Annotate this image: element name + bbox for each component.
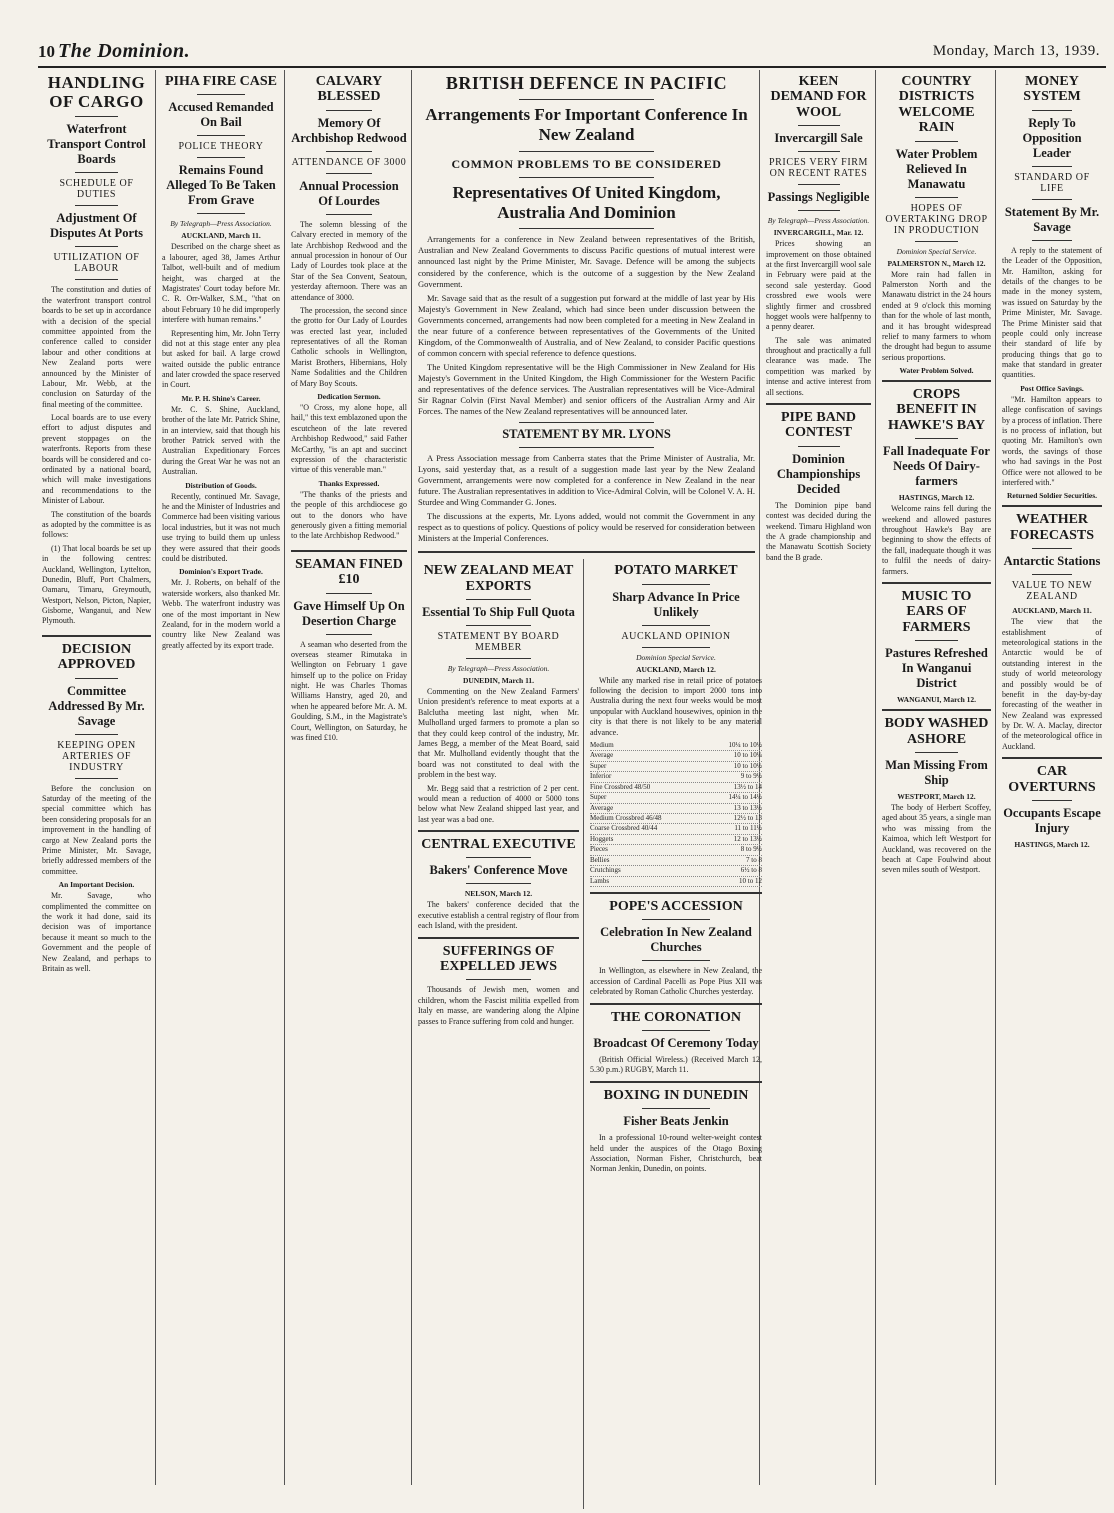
deck: Annual Procession Of Lourdes — [299, 178, 399, 208]
dateline: INVERCARGILL, Mar. 12. — [773, 228, 864, 238]
headline: KEEN DEMAND FOR WOOL — [770, 74, 867, 120]
column-4 — [762, 70, 876, 1485]
article-seaman-fined — [291, 557, 407, 744]
row-value: 7 to 8 — [746, 855, 762, 864]
article-text: A reply to the statement of the Leader of the Opposition, Mr. Hamilton, asking for details of the changes to be made in the money system, was issued on Saturday by the Prime Minister, Mr. Savage. The Prime Minister said that people could only increase their standard of life by producing things that go to make that standard in greater quantities. — [1002, 245, 1102, 380]
headline: POTATO MARKET — [614, 563, 738, 579]
column-1 — [38, 70, 156, 1485]
dateline: PALMERSTON N., March 12. — [887, 258, 986, 268]
article-decision-approved — [42, 642, 151, 974]
article-piha-fire-case — [162, 74, 280, 651]
deck: Occupants Escape Injury — [1003, 806, 1101, 836]
article-text: The constitution of the boards as adopted by the committee is as follows: — [42, 509, 151, 540]
deck: Man Missing From Ship — [885, 757, 988, 787]
headline: CALVARY BLESSED — [315, 74, 383, 105]
article-text: Described on the charge sheet as a labourer, aged 38, James Arthur Talbot, well-built and of medium height, was charged at the Magistrates' Court today before Mr. C. R. Orr-Walker, S.M., "that on about February 10 he did improperly interfere with human remains." — [162, 242, 280, 325]
deck: Bakers' Conference Move — [429, 863, 568, 878]
deck: Committee Addressed By Mr. Savage — [48, 683, 145, 728]
headline: PIHA FIRE CASE — [164, 74, 278, 89]
table-row — [590, 741, 762, 751]
headline: PIPE BAND CONTEST — [780, 410, 857, 441]
article-calvary-blessed — [291, 74, 407, 542]
column-3 — [287, 70, 412, 1485]
deck: Adjustment Of Disputes At Ports — [49, 211, 144, 241]
article-text: The sale was animated throughout and practically a full clearance was made. The competition was marked by intense and active interest from all sections. — [766, 335, 871, 397]
headline: MUSIC TO EARS OF FARMERS — [901, 588, 972, 635]
article-text: In a professional 10-round welter-weight contest held under the auspices of the Otago Boxing Association, Norman Fisher, Christchurch, beat Norman Jenkin, Dunedin, on points. — [590, 1133, 762, 1174]
article-text: Recently, continued Mr. Savage, he and the Minister of Industries and Commerce had been visiting various local industries, but it was not much use trying to build them up unless they were assured that their goods could be distributed. — [162, 491, 280, 563]
headline: SUFFERINGS OF EXPELLED JEWS — [439, 943, 558, 975]
article-text: Mr. J. Roberts, on behalf of the waterside workers, also thanked Mr. Webb. The waterfront industry was one of the most important in New Zealand, for in the modern world a country like New Zealand was greatly affected by its export trade. — [162, 578, 280, 650]
deck: Fisher Beats Jenkin — [623, 1114, 729, 1129]
subhead: PRICES VERY FIRM ON RECENT RATES — [768, 157, 869, 180]
deck: Invercargill Sale — [774, 131, 863, 146]
article-text: The constitution and duties of the waterfront transport control boards to be set up in accordance with a decision of the special committee appointed from the conference called to consider labour and other conditions at New Zealand ports were announced by the Minister of Labour, Mr. Webb, at the conclusion on Saturday of the final meeting of the committee. — [42, 285, 151, 409]
row-label: Super — [590, 793, 607, 802]
subhead: SCHEDULE OF DUTIES — [59, 178, 134, 201]
headline: CENTRAL EXECUTIVE — [421, 837, 576, 853]
deck: Essential To Ship Full Quota — [422, 605, 575, 620]
headline: BODY WASHED ASHORE — [884, 716, 989, 747]
article-text: A Press Association message from Canberra states that the Prime Minister of Australia, Mr. Lyons, said yesterday that, as a result of a suggestion made last year by the New Zealand Government, arrangements were now completed for a conference in New Zealand in the near future. The Australian representatives in addition to Vice-Admiral Colvin, will be Colonel V. A. H. Sturdee and Wing Commander G. Jones. — [418, 452, 755, 508]
headline: MONEY SYSTEM — [1023, 74, 1081, 105]
headline: BRITISH DEFENCE IN PACIFIC — [445, 73, 728, 93]
subhead: POLICE THEORY — [178, 141, 264, 153]
article-text: "O Cross, my alone hope, all hail," this text emblazoned upon the escutcheon of the late revered Archbishop Redwood," said Father McCarthy, "is an apt and succinct expression of the characteristic virtue of this venerable man." — [291, 403, 407, 475]
row-value: 8 to 9½ — [740, 845, 762, 854]
article-text: (1) That local boards be set up in the following centres: Auckland, Wellington, Lyttelton, Dunedin, Bluff, Port Chalmers, Oamaru, Timaru, Greymouth, Westport, Nelson, Picton, Napier, Gisborne, Wanganui, and New Plymouth. — [42, 543, 151, 626]
deck: Reply To Opposition Leader — [1022, 115, 1082, 160]
article-text: Before the conclusion on Saturday of the meeting of the special committee which has been considering proposals for an improvement in the handling of cargo at New Zealand ports the Prime Minister, Mr. Savage, briefly addressed members of the committee. — [42, 783, 151, 876]
table-row — [590, 856, 762, 866]
row-label: Hoggets — [590, 834, 614, 843]
row-value: 11 to 11½ — [734, 824, 762, 833]
deck: Statement By Mr. Savage — [1004, 204, 1100, 234]
deck: Arrangements For Important Conference In New Zealand — [425, 104, 748, 145]
headline: STATEMENT BY MR. LYONS — [502, 427, 671, 442]
row-label: Lambs — [590, 876, 610, 885]
deck: Sharp Advance In Price Unlikely — [612, 589, 740, 619]
row-value: 13½ to 14 — [733, 782, 762, 791]
table-row — [590, 772, 762, 782]
table-row — [590, 866, 762, 876]
article-text: The Dominion pipe band contest was decided during the weekend. Timaru Highland won the A grade championship and the Manawatu Scottish Society band the B grade. — [766, 500, 871, 562]
article-text: Arrangements for a conference in New Zealand between representatives of the British, Australian and New Zealand Governments to discuss Pacific questions of mutual interest were announced last night by the Prime Minister, Mr. Savage. Defence will be among the subjects considered by the conference, which is the outcome of a suggestion by the New Zealand Government. — [418, 234, 755, 289]
deck: Waterfront Transport Control Boards — [47, 122, 146, 167]
masthead — [38, 40, 1106, 68]
deck: Antarctic Stations — [1003, 554, 1101, 569]
crosshead: Water Problem Solved. — [899, 366, 974, 376]
article-british-defence — [418, 74, 755, 553]
article-text: In Wellington, as elsewhere in New Zealand, the accession of Cardinal Pacelli as Pope Pius XII was celebrated by Roman Catholic Churches yesterday. — [590, 966, 762, 997]
center-subcolumns — [418, 553, 762, 1513]
article-text: The discussions at the experts, Mr. Lyons added, would not commit the Government in any respect as to questions of policy. Questions of policy would be reserved for consideration between Ministers at the Imperial Conferences. — [418, 511, 755, 544]
row-label: Medium Crossbred 46/48 — [590, 814, 662, 823]
crosshead: Distribution of Goods. — [185, 480, 257, 490]
subhead: AUCKLAND OPINION — [621, 630, 731, 642]
subhead: ATTENDANCE OF 3000 — [291, 156, 407, 168]
dateline: HASTINGS, March 12. — [1014, 840, 1090, 850]
row-label: Average — [590, 751, 614, 760]
article-text: "The thanks of the priests and the people of this archdiocese go out to the donors who have generously given a fitting memorial to the late Archbishop Redwood." — [291, 489, 407, 541]
deck: Remains Found Alleged To Be Taken From Grave — [166, 163, 276, 208]
deck: Fall Inadequate For Needs Of Dairy-farmers — [883, 444, 990, 489]
row-label: Inferior — [590, 772, 612, 781]
crosshead: Dominion's Export Trade. — [179, 567, 263, 577]
row-value: 12 to 13½ — [733, 834, 762, 843]
row-label: Bellies — [590, 855, 610, 864]
column-5 — [878, 70, 996, 1485]
headline: CROPS BENEFIT IN HAWKE'S BAY — [887, 387, 986, 433]
issue-date: Monday, March 13, 1939. — [932, 43, 1100, 59]
deck: Accused Remanded On Bail — [168, 100, 274, 130]
dateline: WANGANUI, March 12. — [896, 695, 977, 705]
article-handling-of-cargo — [42, 74, 151, 627]
article-text: More rain had fallen in Palmerston North and the Manawatu district in the 24 hours ended at 9 o'clock this morning than for the whole of last month, and it has brought widespread relief to many farmers to whom the drought had begun to assume serious proportions. — [882, 269, 991, 362]
article-text: Representing him, Mr. John Terry did not at this stage enter any plea but asked for bail. A large crowd waited outside the public entrance and later crowded the space reserved in Court. — [162, 328, 280, 390]
deck: Dominion Championships Decided — [776, 451, 861, 496]
dateline: AUCKLAND, March 11. — [181, 231, 261, 241]
crosshead: Post Office Savings. — [1020, 383, 1084, 393]
table-row — [590, 835, 762, 845]
crosshead: Returned Soldier Securities. — [1006, 491, 1098, 501]
byline: Dominion Special Service. — [636, 652, 716, 662]
dateline: HASTINGS, March 12. — [898, 493, 975, 503]
headline: NEW ZEALAND MEAT EXPORTS — [423, 563, 574, 594]
byline: By Telegraph—Press Association. — [170, 219, 272, 229]
paper-title: The Dominion. — [58, 40, 191, 62]
row-value: 10 to 10½ — [733, 761, 762, 770]
dateline: WESTPORT, March 12. — [897, 791, 976, 801]
article-text: Thousands of Jewish men, women and children, whom the Fascist militia expelled from Italy en masse, are wandering along the Alpine passes to France suffering from cold and hunger. — [418, 985, 579, 1026]
article-text: Commenting on the New Zealand Farmers' Union president's reference to meat exports at a Balclutha meeting last night, when Mr. Mulholland urged farmers to promote a plan so that they could keep control of the industry, Mr. James Begg, a member of the Meat Board, said that Mr. Mulholland evidently thought that the board was not constituted to deal with the problem in the best way. — [418, 687, 579, 780]
subhead: STATEMENT BY BOARD MEMBER — [437, 631, 560, 654]
article-text: A seaman who deserted from the overseas steamer Rimutaka in Wellington on February 1 gave himself up to the police on Friday night. He was Charles Thomas Williams Hanstry, aged 20, and when he appeared before Mr. A. M. Goulding, S.M., in the Magistrate's Court, Wellington, on Saturday, he was fined £10. — [291, 639, 407, 743]
column-2 — [158, 70, 285, 1485]
row-value: 14¼ to 14½ — [728, 793, 762, 802]
dateline: AUCKLAND, March 11. — [1012, 606, 1092, 616]
dateline: NELSON, March 12. — [464, 889, 533, 899]
table-row — [590, 783, 762, 793]
headline: THE CORONATION — [610, 1009, 742, 1025]
byline: By Telegraph—Press Association. — [447, 664, 550, 674]
deck: Celebration In New Zealand Churches — [600, 925, 752, 955]
dateline: AUCKLAND, March 12. — [636, 664, 716, 674]
row-label: Pieces — [590, 845, 608, 854]
crosshead: Mr. P. H. Shine's Career. — [181, 393, 261, 403]
center-block — [414, 70, 760, 1485]
article-text: Prices showing an improvement on those obtained at the first Invercargill wool sale in February were paid at the second sale yesterday. Good crossbred ewe wools were slightly firmer and crossbred hogget wools were halfpenny to a penny dearer. — [766, 239, 871, 332]
article-text: Mr. C. S. Shine, Auckland, brother of the late Mr. Patrick Shine, in an interview, said that though his brother Patrick served with the Australian Expeditionary Forces during the Great War he was not an Australian. — [162, 404, 280, 477]
article-text: The procession, the second since the grotto for Our Lady of Lourdes was erected last year, included representatives of all the Roman Catholic schools in Wellington, Marist Brothers, Hibernians, Holy Name Sodalities and the Children of Mary Boy Scouts. — [291, 305, 407, 388]
subhead: HOPES OF OVERTAKING DROP IN PRODUCTION — [885, 202, 988, 236]
row-label: Coarse Crossbred 40/44 — [590, 824, 658, 833]
article-text: The bakers' conference decided that the executive establish a central registry of flour from each Island, with the president. — [418, 900, 579, 931]
deck: Gave Himself Up On Desertion Charge — [293, 598, 405, 628]
deck: Memory Of Archbishop Redwood — [291, 115, 407, 145]
article-text: The solemn blessing of the Calvary erected in memory of the late Archbishop Redwood and the annual procession in honour of Our Lady of Lourdes took place at the Star of the Sea Convent, Seatoun, yesterday afternoon. There was an attendance of 3000. — [291, 219, 407, 302]
headline: SEAMAN FINED £10 — [295, 556, 403, 588]
subcolumn-meat-exports — [418, 559, 584, 1509]
article-text: Mr. Savage, who complimented the committee on the work it had done, said its decision was of importance because it meant so much to the Government and the people of New Zealand, and perhaps to Britain as well. — [42, 891, 151, 973]
crosshead: An Important Decision. — [58, 880, 135, 890]
column-6 — [998, 70, 1106, 1485]
row-value: 10 to 10¼ — [733, 751, 762, 760]
deck: Passings Negligible — [767, 190, 870, 205]
subhead: KEEPING OPEN ARTERIES OF INDUSTRY — [57, 739, 136, 773]
headline: BOXING IN DUNEDIN — [603, 1087, 749, 1103]
headline: POPE'S ACCESSION — [609, 899, 743, 915]
headline: COUNTRY DISTRICTS WELCOME RAIN — [898, 74, 975, 136]
article-text: Mr. Begg said that a restriction of 2 per cent. would mean a reduction of 4000 or 5000 tons below what New Zealand shipped last year, and last year was a bad one. — [418, 783, 579, 824]
table-row — [590, 824, 762, 834]
row-value: 10 to 12 — [739, 876, 762, 885]
table-row — [590, 845, 762, 855]
headline: HANDLING OF CARGO — [47, 73, 146, 111]
headline: DECISION APPROVED — [57, 641, 136, 673]
article-text: The view that the establishment of meteorological stations in the Antarctic would be of outstanding interest in the study of world meteorology and possibly would be of benefit in the day-by-day forecasting of the weather in New Zealand was expressed by Dr. W. A. Maclay, director of the meteorological office in Auckland. — [1002, 617, 1102, 751]
deck: Water Problem Relieved In Manawatu — [895, 146, 978, 191]
row-value: 6½ to 8 — [740, 866, 762, 875]
article-text: (British Official Wireless.) (Received March 12, 5.30 p.m.) RUGBY, March 11. — [590, 1055, 762, 1075]
article-text: The United Kingdom representative will be the High Commissioner in New Zealand for His Majesty's Government in the United Kingdom, the High Commissioner for the Western Pacific and representatives of the defence services. The Australian representatives will be Vice-Admiral Sir Ragnar Colvin (First Naval Member) and senior officers of the Australian Army and Air Forces. The names of the New Zealand representatives will be announced later. — [418, 361, 755, 417]
subhead: COMMON PROBLEMS TO BE CONSIDERED — [451, 156, 722, 171]
subhead: STANDARD OF LIFE — [1014, 171, 1090, 194]
table-row — [590, 793, 762, 803]
row-value: 9 to 9½ — [740, 772, 762, 781]
headline: WEATHER FORECASTS — [1009, 512, 1095, 543]
crosshead: Dedication Sermon. — [317, 392, 381, 402]
row-label: Average — [590, 803, 614, 812]
article-text: Local boards are to use every effort to adjust disputes and prevent stoppages on the waterfronts. Reports from these boards will be considered and co-ordinated by a national board, which will make investigations and recommendations to the Minister of Labour. — [42, 413, 151, 506]
deck: Broadcast Of Ceremony Today — [593, 1036, 759, 1051]
row-label: Super — [590, 761, 607, 770]
byline: Dominion Special Service. — [896, 246, 977, 256]
article-text: Welcome rains fell during the weekend and allowed pastures throughout Hawke's Bay are beginning to show the effects of the fall, inadequate though it was to fulfil the needs of dairy-farmers. — [882, 504, 991, 576]
table-row — [590, 804, 762, 814]
dateline: DUNEDIN, March 11. — [462, 676, 535, 686]
row-label: Medium — [590, 740, 614, 749]
row-label: Fine Crossbred 48/50 — [590, 782, 651, 791]
headline: CAR OVERTURNS — [1008, 764, 1096, 795]
row-value: 13 to 13½ — [733, 803, 762, 812]
page-number: 10 — [38, 42, 55, 61]
page-columns — [38, 70, 1106, 1485]
article-text: The body of Herbert Scoffey, aged about 35 years, a single man who was missing from the Kaimoa, which left Westport for Auckland, was recovered on the beach at Cape Foulwind about seven miles south of Westport. — [882, 802, 991, 875]
subhead: VALUE TO NEW ZEALAND — [1011, 580, 1093, 603]
subcolumn-potato-market — [588, 559, 762, 1509]
deck: Representatives Of United Kingdom, Australia And Dominion — [452, 182, 721, 222]
crosshead: Thanks Expressed. — [318, 478, 380, 488]
table-row — [590, 877, 762, 887]
article-text: "Mr. Hamilton appears to allege confiscation of savings by a process of inflation. There is no process of inflation, but quoting Mr. Hamilton's own words, the savings of those who had savings in the Post Office were not allowed to be interfered with." — [1002, 394, 1102, 487]
subhead: UTILIZATION OF LABOUR — [53, 252, 140, 275]
article-text: While any marked rise in retail price of potatoes following the decision to import 2000 tons into Australia during the next four weeks would be most unpopular with Auckland housewives, opinion in the city is that there is not likely to be any material advance. — [590, 675, 762, 737]
article-text: Mr. Savage said that as the result of a suggestion put forward at the middle of last year by His Majesty's Government in New Zealand, which had since been under discussion between the Governments concerned, arrangements had now been completed for a meeting in New Zealand in the near future of a conference between representatives of the Governments of the United Kingdom, of the Commonwealth of Australia, and of New Zealand, to consider Pacific questions of common concern with special reference to defence questions. — [418, 292, 755, 358]
price-table — [590, 741, 762, 887]
deck: Pastures Refreshed In Wanganui District — [885, 646, 988, 691]
table-row — [590, 814, 762, 824]
row-value: 10¼ to 10½ — [728, 740, 762, 749]
table-row — [590, 762, 762, 772]
row-label: Crutchings — [590, 866, 621, 875]
byline: By Telegraph—Press Association. — [767, 216, 870, 226]
row-value: 12½ to 13 — [733, 814, 762, 823]
table-row — [590, 751, 762, 761]
